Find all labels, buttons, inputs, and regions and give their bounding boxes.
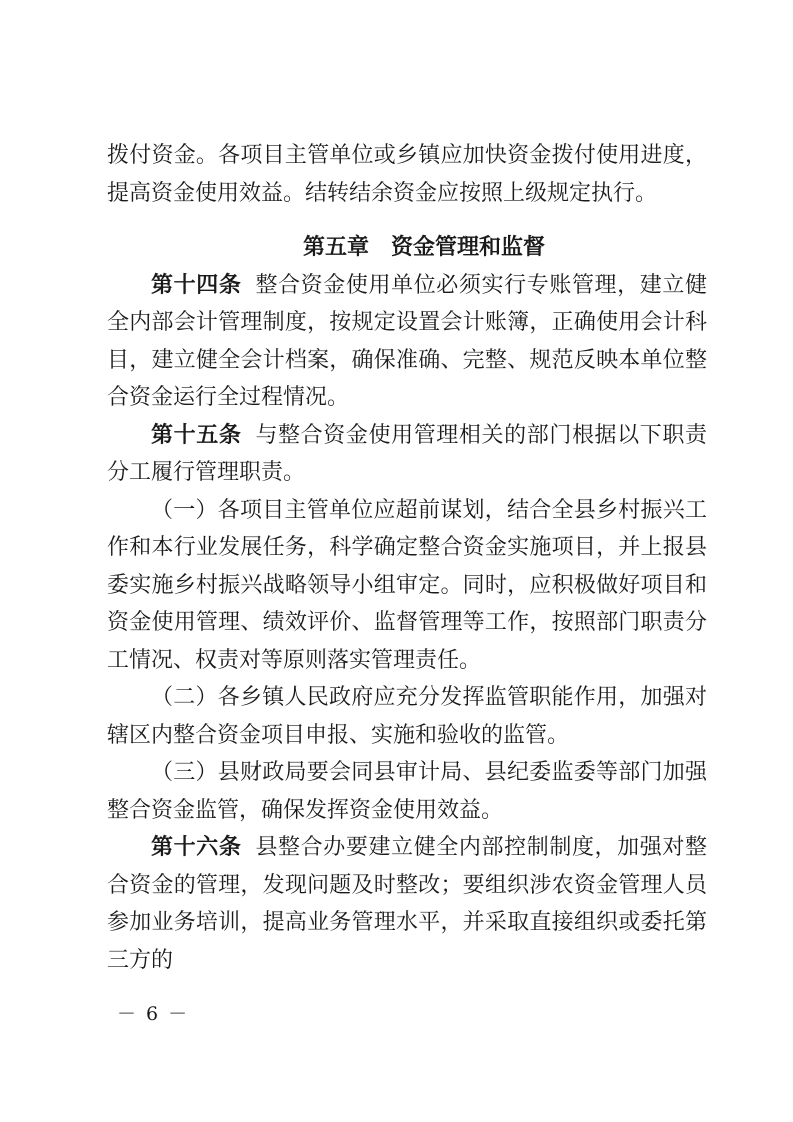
article-15-item-1: （一）各项目主管单位应超前谋划，结合全县乡村振兴工作和本行业发展任务，科学确定整合资金实施项目，并上报县委实施乡村振兴战略领导小组审定。同时，应积极做好项目和资金使用管理、绩效评价、监督管理等工作，按照部门职责分工情况、权责对等原则落实管理责任。 — [107, 497, 707, 673]
article-15 — [107, 417, 707, 492]
article-14-label: 第十四条 — [151, 272, 242, 298]
article-14-text: 整合资金使用单位必须实行专账管理，建立健全内部会计管理制度，按规定设置会计账簿，正确使用会计科目，建立健全会计档案，确保准确、完整、规范反映本单位整合资金运行全过程情况。 — [107, 272, 707, 410]
page-number: － 6 － — [117, 1003, 190, 1025]
chapter-heading: 第五章 资金管理和监督 — [302, 235, 545, 260]
article-15-item-2: （二）各乡镇人民政府应充分发挥监管职能作用，加强对辖区内整合资金项目申报、实施和验收的监管。 — [107, 685, 707, 748]
article-15-text: 与整合资金使用管理相关的部门根据以下职责分工履行管理职责。 — [107, 422, 707, 485]
article-16-text: 县整合办要建立健全内部控制制度，加强对整合资金的管理，发现问题及时整改；要组织涉农资金管理人员参加业务培训，提高业务管理水平，并采取直接组织或委托第三方的 — [107, 835, 707, 973]
article-16 — [107, 829, 707, 979]
continued-paragraph: 拨付资金。各项目主管单位或乡镇应加快资金拨付使用进度，提高资金使用效益。结转结余资金应按照上级规定执行。 — [107, 143, 707, 206]
article-16-label: 第十六条 — [151, 835, 242, 860]
article-14 — [107, 267, 707, 417]
article-15-item-3: （三）县财政局要会同县审计局、县纪委监委等部门加强整合资金监管，确保发挥资金使用效益。 — [107, 760, 707, 823]
article-15-label: 第十五条 — [151, 422, 242, 448]
